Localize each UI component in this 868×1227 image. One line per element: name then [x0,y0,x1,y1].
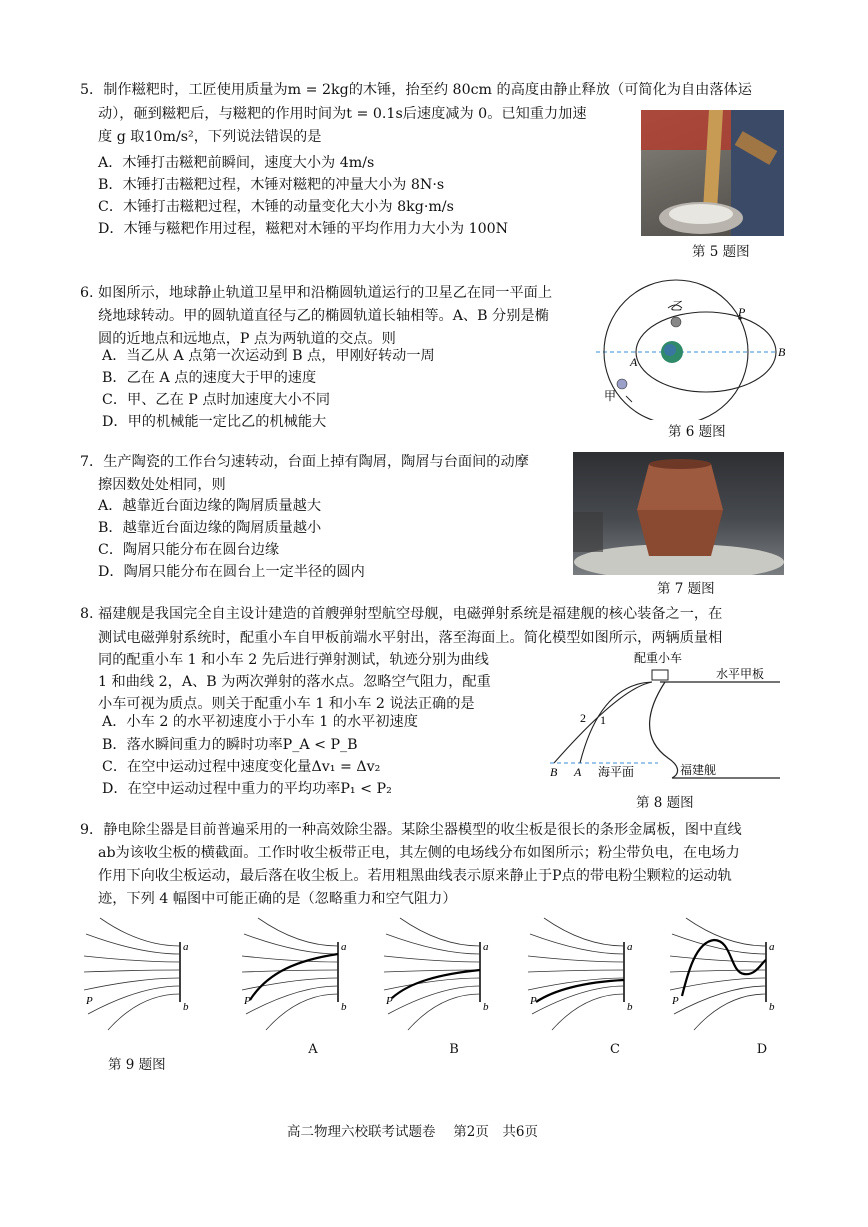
q8-line3: 同的配重小车 1 和小车 2 先后进行弹射测试，轨迹分别为曲线 [98,652,489,668]
q7-line1: 7．生产陶瓷的工作台匀速转动，台面上掉有陶屑，陶屑与台面间的动摩 [80,454,529,470]
q6-caption: 第 6 题图 [668,424,726,440]
q9-line1: 9．静电除尘器是目前普遍采用的一种高效除尘器。某除尘器模型的收尘板是很长的条形金属板，图中直线 [80,822,742,838]
field-line [84,978,180,990]
plate-end-b: b [341,1001,347,1013]
q9-label-a: A [308,1042,318,1057]
q9-label-b: B [449,1042,459,1057]
field-line [386,934,480,954]
dust-trajectory [536,980,624,1002]
field-line [88,986,180,1014]
q8-label-curve1: 1 [600,713,606,727]
q6-label-p: P [738,305,746,319]
q5-caption: 第 5 题图 [692,244,750,260]
plate-end-a: a [483,941,489,953]
q9-label-d: D [756,1042,768,1057]
q7-option-d: D．陶屑只能分布在圆台上一定半径的圆内 [98,564,365,580]
q6-line2: 绕地球转动。甲的圆轨道直径与乙的椭圆轨道长轴相等。A、B 分别是椭 [98,308,549,324]
q9-line2: ab为该收尘板的横截面。工作时收尘板带正电，其左侧的电场线分布如图所示；粉尘带负电，在电场力 [98,845,740,861]
plate-end-b: b [769,1001,775,1013]
q9-fig-a [238,912,348,1037]
q8-line5: 小车可视为质点。则关于配重小车 1 和小车 2 说法正确的是 [98,696,475,712]
field-line [686,918,766,946]
q5-line2: 动），砸到糍粑后，与糍粑的作用时间为t = 0.1s后速度减为 0。已知重力加速 [98,106,587,122]
q6-option-c: C．甲、乙在 P 点时加速度大小不同 [102,392,331,408]
q8-option-d: D．在空中运动过程中重力的平均功率P₁ < P₂ [102,781,392,797]
field-line [532,986,624,1014]
field-line [258,918,338,946]
q8-line4: 1 和曲线 2，A、B 为两次弹射的落水点。忽略空气阻力，配重 [98,674,491,690]
plate-end-a: a [183,941,189,953]
q5-line3: 度 g 取10m/s²，下列说法错误的是 [98,129,322,145]
dust-trajectory [682,940,766,996]
q5-line1: 5．制作糍粑时，工匠使用质量为m = 2kg的木锤，抬至约 80cm 的高度由静止释放（可简化为自由落体运 [80,82,752,98]
q9-caption: 第 9 题图 [108,1057,166,1073]
q9-fig-c [524,912,634,1037]
field-line [672,934,766,954]
q9-line4: 迹，下列 4 幅图中可能正确的是（忽略重力和空气阻力） [98,891,457,907]
page-footer: 高二物理六校联考试题卷 第2页 共6页 [287,1124,538,1140]
q8-label-car: 配重小车 [634,651,683,665]
field-line [84,956,180,962]
point-p: P [86,995,93,1007]
q9-fig-reference [80,912,190,1037]
q7-option-b: B．越靠近台面边缘的陶屑质量越小 [98,520,322,536]
q7-option-c: C．陶屑只能分布在圆台边缘 [98,542,280,558]
q6-orbit-diagram [596,270,796,420]
plate-end-a: a [769,941,775,953]
q6-line1: 6. 如图所示，地球静止轨道卫星甲和沿椭圆轨道运行的卫星乙在同一平面上 [80,285,553,301]
q9-figures [0,912,868,1042]
q6-label-a: A [630,355,638,369]
q8-option-b: B．落水瞬间重力的瞬时功率P_A < P_B [102,737,358,753]
field-line [674,986,766,1014]
field-line [86,934,180,954]
plate-end-a: a [627,941,633,953]
q9-label-c: C [610,1042,620,1057]
point-p: P [244,995,251,1007]
q7-line2: 擦因数处处相同，则 [98,477,226,493]
field-line [530,934,624,954]
field-line [384,978,480,990]
q6-option-d: D．甲的机械能一定比乙的机械能大 [102,414,327,430]
q8-option-c: C．在空中运动过程中速度变化量Δv₁ = Δv₂ [102,759,381,775]
q8-label-b: B [550,765,558,779]
q5-option-b: B．木锤打击糍粑过程，木锤对糍粑的冲量大小为 8N·s [98,177,445,193]
field-line [242,978,338,990]
q9-fig-b [380,912,490,1037]
q6-label-b: B [778,345,786,359]
field-line [246,986,338,1014]
q8-option-a: A．小车 2 的水平初速度小于小车 1 的水平初速度 [102,714,418,730]
q5-option-d: D．木锤与糍粑作用过程，糍粑对木锤的平均作用力大小为 100N [98,221,509,237]
field-line [244,934,338,954]
q8-line1: 8. 福建舰是我国完全自主设计建造的首艘弹射型航空母舰，电磁弹射系统是福建舰的核心装备之一，在 [80,606,723,622]
q6-option-b: B．乙在 A 点的速度大于甲的速度 [102,370,317,386]
point-p: P [530,995,537,1007]
field-line [84,970,180,972]
q5-photo-illustration [641,110,784,236]
q8-label-ship: 福建舰 [680,763,717,777]
q9-line3: 作用下向收尘板运动，最后落在收尘板上。若用粗黑曲线表示原来静止于P点的带电粉尘颗粒的运动轨 [98,868,732,884]
field-line [242,970,338,972]
q8-label-deck: 水平甲板 [716,667,765,681]
field-line [400,918,480,946]
q7-photo [573,452,784,575]
q8-line2: 测试电磁弹射系统时，配重小车自甲板前端水平射出，落至海面上。简化模型如图所示，两辆质量相 [98,630,723,646]
field-line [528,956,624,962]
plate-end-a: a [341,941,347,953]
q5-option-c: C．木锤打击糍粑过程，木锤的动量变化大小为 8kg·m/s [98,199,454,215]
dust-trajectory [392,970,480,998]
plate-end-b: b [627,1001,633,1013]
q8-label-a: A [574,765,582,779]
plate-end-b: b [183,1001,189,1013]
q6-label-jia: 甲 [604,389,617,403]
q6-label-yi: 乙 [670,299,683,313]
field-line [100,918,180,946]
q7-caption: 第 7 题图 [657,581,715,597]
field-line [528,970,624,972]
field-line [528,978,624,990]
q8-label-sea: 海平面 [598,765,635,779]
point-p: P [386,995,393,1007]
point-p: P [672,995,679,1007]
q7-photo-illustration [573,452,784,575]
plate-end-b: b [483,1001,489,1013]
field-line [384,956,480,962]
q5-option-a: A．木锤打击糍粑前瞬间，速度大小为 4m/s [98,155,375,171]
q8-label-curve2: 2 [580,711,586,725]
field-line [670,956,766,962]
q9-fig-d [666,912,776,1037]
q6-option-a: A．当乙从 A 点第一次运动到 B 点，甲刚好转动一周 [102,348,435,364]
field-line [544,918,624,946]
q7-option-a: A．越靠近台面边缘的陶屑质量越大 [98,498,322,514]
q5-photo [641,110,784,236]
field-line [670,970,766,972]
q8-caption: 第 8 题图 [636,795,694,811]
q8-trajectory-diagram [540,648,790,788]
q6-line3: 圆的近地点和远地点，P 点为两轨道的交点。则 [98,331,396,347]
